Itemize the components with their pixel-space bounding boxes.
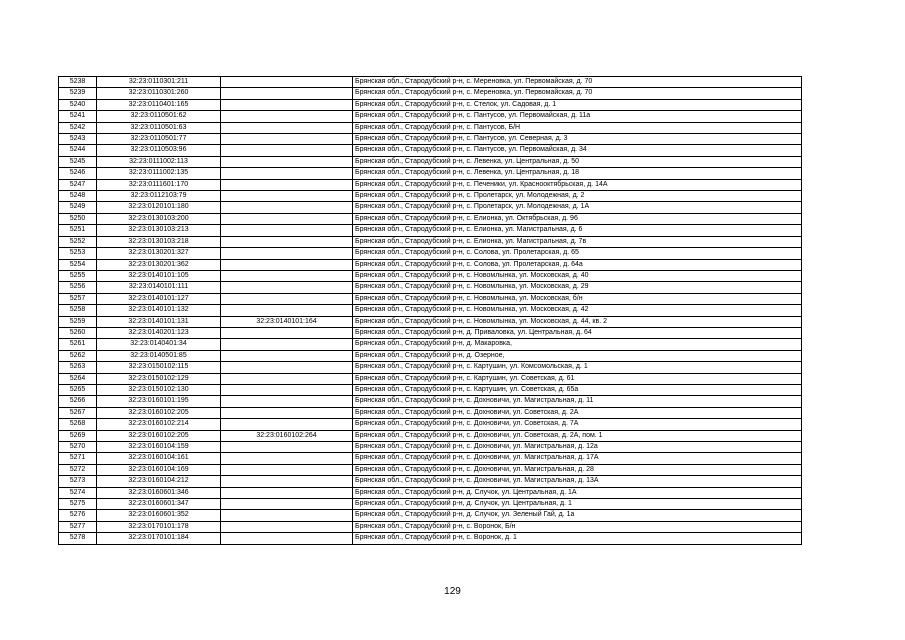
secondary-cadastral-number-cell — [221, 168, 353, 179]
cadastral-number-cell: 32:23:0160102:205 — [97, 430, 221, 441]
row-number-cell: 5244 — [59, 145, 97, 156]
address-cell: Брянская обл., Стародубский р-н, с. Солова, ул. Пролетарская, д. 65 — [353, 248, 802, 259]
secondary-cadastral-number-cell — [221, 191, 353, 202]
row-number-cell: 5275 — [59, 499, 97, 510]
secondary-cadastral-number-cell — [221, 99, 353, 110]
secondary-cadastral-number-cell — [221, 327, 353, 338]
address-cell: Брянская обл., Стародубский р-н, с. Левенка, ул. Центральная, д. 50 — [353, 156, 802, 167]
row-number-cell: 5247 — [59, 179, 97, 190]
address-cell: Брянская обл., Стародубский р-н, с. Мереновка, ул. Первомайская, д. 70 — [353, 77, 802, 88]
row-number-cell: 5238 — [59, 77, 97, 88]
row-number-cell: 5268 — [59, 419, 97, 430]
cadastral-number-cell: 32:23:0130103:213 — [97, 225, 221, 236]
row-number-cell: 5277 — [59, 521, 97, 532]
row-number-cell: 5249 — [59, 202, 97, 213]
table-row — [59, 134, 802, 145]
row-number-cell: 5264 — [59, 373, 97, 384]
address-cell: Брянская обл., Стародубский р-н, с. Картушин, ул. Комсомольская, д. 1 — [353, 362, 802, 373]
row-number-cell: 5250 — [59, 213, 97, 224]
address-cell: Брянская обл., Стародубский р-н, с. Елионка, ул. Магистральная, д. 6 — [353, 225, 802, 236]
table-row — [59, 145, 802, 156]
address-cell: Брянская обл., Стародубский р-н, с. Новомлынка, ул. Московская, д. 40 — [353, 270, 802, 281]
cadastral-number-cell: 32:23:0111002:135 — [97, 168, 221, 179]
address-cell: Брянская обл., Стародубский р-н, с. Мереновка, ул. Первомайская, д. 70 — [353, 88, 802, 99]
address-cell: Брянская обл., Стародубский р-н, с. Новомлынка, ул. Московская, б/н — [353, 293, 802, 304]
cadastral-number-cell: 32:23:0160101:195 — [97, 396, 221, 407]
secondary-cadastral-number-cell — [221, 77, 353, 88]
address-cell: Брянская обл., Стародубский р-н, с. Левенка, ул. Центральная, д. 18 — [353, 168, 802, 179]
cadastral-number-cell: 32:23:0160102:205 — [97, 407, 221, 418]
address-cell: Брянская обл., Стародубский р-н, с. Пролетарск, ул. Молодежная, д. 1А — [353, 202, 802, 213]
address-cell: Брянская обл., Стародубский р-н, с. Воронок, Б/н — [353, 521, 802, 532]
secondary-cadastral-number-cell — [221, 236, 353, 247]
page-number: 129 — [444, 586, 461, 597]
secondary-cadastral-number-cell — [221, 122, 353, 133]
table-row — [59, 419, 802, 430]
cadastral-number-cell: 32:23:0160104:212 — [97, 476, 221, 487]
table-row — [59, 384, 802, 395]
table-row — [59, 213, 802, 224]
cadastral-number-cell: 32:23:0120101:180 — [97, 202, 221, 213]
cadastral-number-cell: 32:23:0140101:131 — [97, 316, 221, 327]
row-number-cell: 5261 — [59, 339, 97, 350]
secondary-cadastral-number-cell: 32:23:0160102:264 — [221, 430, 353, 441]
address-cell: Брянская обл., Стародубский р-н, с. Елионка, ул. Октябрьская, д. 96 — [353, 213, 802, 224]
secondary-cadastral-number-cell — [221, 134, 353, 145]
row-number-cell: 5248 — [59, 191, 97, 202]
table-row — [59, 533, 802, 544]
cadastral-number-cell: 32:23:0140101:132 — [97, 305, 221, 316]
secondary-cadastral-number-cell — [221, 464, 353, 475]
cadastral-number-cell: 32:23:0160104:159 — [97, 442, 221, 453]
cadastral-number-cell: 32:23:0110301:211 — [97, 77, 221, 88]
cadastral-number-cell: 32:23:0160102:214 — [97, 419, 221, 430]
secondary-cadastral-number-cell — [221, 225, 353, 236]
cadastral-number-cell: 32:23:0140101:105 — [97, 270, 221, 281]
cadastral-number-cell: 32:23:0112103:79 — [97, 191, 221, 202]
table-row — [59, 293, 802, 304]
address-cell: Брянская обл., Стародубский р-н, с. Воронок, д. 1 — [353, 533, 802, 544]
cadastral-number-cell: 32:23:0130201:362 — [97, 259, 221, 270]
table-row — [59, 168, 802, 179]
cadastral-number-cell: 32:23:0110501:77 — [97, 134, 221, 145]
address-cell: Брянская обл., Стародубский р-н, д. Озерное, — [353, 350, 802, 361]
address-cell: Брянская обл., Стародубский р-н, с. Дохновичи, ул. Магистральная, д. 11 — [353, 396, 802, 407]
secondary-cadastral-number-cell — [221, 259, 353, 270]
table-row — [59, 453, 802, 464]
table-row — [59, 248, 802, 259]
address-cell: Брянская обл., Стародубский р-н, д. Приваловка, ул. Центральная, д. 64 — [353, 327, 802, 338]
cadastral-number-cell: 32:23:0110301:260 — [97, 88, 221, 99]
table-row — [59, 122, 802, 133]
cadastral-number-cell: 32:23:0170101:184 — [97, 533, 221, 544]
row-number-cell: 5271 — [59, 453, 97, 464]
secondary-cadastral-number-cell — [221, 145, 353, 156]
secondary-cadastral-number-cell — [221, 487, 353, 498]
cadastral-number-cell: 32:23:0130201:327 — [97, 248, 221, 259]
cadastral-number-cell: 32:23:0160601:352 — [97, 510, 221, 521]
row-number-cell: 5267 — [59, 407, 97, 418]
address-cell: Брянская обл., Стародубский р-н, с. Пантусов, ул. Первомайская, д. 34 — [353, 145, 802, 156]
secondary-cadastral-number-cell — [221, 111, 353, 122]
cadastral-number-cell: 32:23:0140201:123 — [97, 327, 221, 338]
table-row — [59, 236, 802, 247]
row-number-cell: 5245 — [59, 156, 97, 167]
row-number-cell: 5262 — [59, 350, 97, 361]
table-row — [59, 442, 802, 453]
secondary-cadastral-number-cell — [221, 453, 353, 464]
secondary-cadastral-number-cell — [221, 407, 353, 418]
address-cell: Брянская обл., Стародубский р-н, с. Дохновичи, ул. Советская, д. 2А, пом. 1 — [353, 430, 802, 441]
row-number-cell: 5259 — [59, 316, 97, 327]
table-row — [59, 430, 802, 441]
address-cell: Брянская обл., Стародубский р-н, с. Дохновичи, ул. Советская, д. 7А — [353, 419, 802, 430]
cadastral-number-cell: 32:23:0130103:200 — [97, 213, 221, 224]
row-number-cell: 5272 — [59, 464, 97, 475]
table-row — [59, 305, 802, 316]
address-cell: Брянская обл., Стародубский р-н, с. Дохновичи, ул. Магистральная, д. 13А — [353, 476, 802, 487]
cadastral-number-cell: 32:23:0170101:178 — [97, 521, 221, 532]
row-number-cell: 5274 — [59, 487, 97, 498]
table-row — [59, 464, 802, 475]
table-row — [59, 407, 802, 418]
secondary-cadastral-number-cell — [221, 373, 353, 384]
cadastral-number-cell: 32:23:0110501:62 — [97, 111, 221, 122]
address-cell: Брянская обл., Стародубский р-н, с. Дохновичи, ул. Советская, д. 2А — [353, 407, 802, 418]
address-cell: Брянская обл., Стародубский р-н, д. Случок, ул. Центральная, д. 1А — [353, 487, 802, 498]
row-number-cell: 5257 — [59, 293, 97, 304]
address-cell: Брянская обл., Стародубский р-н, с. Солова, ул. Пролетарская, д. 64а — [353, 259, 802, 270]
address-cell: Брянская обл., Стародубский р-н, с. Дохновичи, ул. Магистральная, д. 28 — [353, 464, 802, 475]
address-cell: Брянская обл., Стародубский р-н, с. Дохновичи, ул. Магистральная, д. 17А — [353, 453, 802, 464]
row-number-cell: 5240 — [59, 99, 97, 110]
table-row — [59, 396, 802, 407]
cadastral-number-cell: 32:23:0160104:161 — [97, 453, 221, 464]
table-row — [59, 362, 802, 373]
row-number-cell: 5278 — [59, 533, 97, 544]
row-number-cell: 5243 — [59, 134, 97, 145]
row-number-cell: 5256 — [59, 282, 97, 293]
address-cell: Брянская обл., Стародубский р-н, с. Дохновичи, ул. Магистральная, д. 12а — [353, 442, 802, 453]
secondary-cadastral-number-cell: 32:23:0140101:164 — [221, 316, 353, 327]
row-number-cell: 5270 — [59, 442, 97, 453]
table-row — [59, 191, 802, 202]
row-number-cell: 5255 — [59, 270, 97, 281]
address-cell: Брянская обл., Стародубский р-н, с. Новомлынка, ул. Московская, д. 44, кв. 2 — [353, 316, 802, 327]
table-row — [59, 99, 802, 110]
secondary-cadastral-number-cell — [221, 362, 353, 373]
cadastral-number-cell: 32:23:0140101:111 — [97, 282, 221, 293]
row-number-cell: 5239 — [59, 88, 97, 99]
table-row — [59, 327, 802, 338]
secondary-cadastral-number-cell — [221, 202, 353, 213]
table-row — [59, 111, 802, 122]
table-row — [59, 316, 802, 327]
table-row — [59, 499, 802, 510]
address-cell: Брянская обл., Стародубский р-н, с. Новомлынка, ул. Московская, д. 29 — [353, 282, 802, 293]
secondary-cadastral-number-cell — [221, 293, 353, 304]
table-row — [59, 77, 802, 88]
cadastral-number-cell: 32:23:0150102:130 — [97, 384, 221, 395]
secondary-cadastral-number-cell — [221, 521, 353, 532]
address-cell: Брянская обл., Стародубский р-н, с. Стелок, ул. Садовая, д. 1 — [353, 99, 802, 110]
address-cell: Брянская обл., Стародубский р-н, с. Елионка, ул. Магистральная, д. 7в — [353, 236, 802, 247]
secondary-cadastral-number-cell — [221, 156, 353, 167]
row-number-cell: 5254 — [59, 259, 97, 270]
secondary-cadastral-number-cell — [221, 213, 353, 224]
row-number-cell: 5253 — [59, 248, 97, 259]
address-cell: Брянская обл., Стародубский р-н, с. Картушин, ул. Советская, д. 61 — [353, 373, 802, 384]
row-number-cell: 5260 — [59, 327, 97, 338]
table-row — [59, 476, 802, 487]
row-number-cell: 5269 — [59, 430, 97, 441]
address-cell: Брянская обл., Стародубский р-н, д. Случок, ул. Центральная, д. 1 — [353, 499, 802, 510]
address-cell: Брянская обл., Стародубский р-н, с. Пантусов, ул. Северная, д. 3 — [353, 134, 802, 145]
cadastral-number-cell: 32:23:0110401:165 — [97, 99, 221, 110]
cadastral-number-cell: 32:23:0150102:115 — [97, 362, 221, 373]
cadastral-number-cell: 32:23:0110503:96 — [97, 145, 221, 156]
secondary-cadastral-number-cell — [221, 179, 353, 190]
address-cell: Брянская обл., Стародубский р-н, с. Печеники, ул. Краснооктябрьская, д. 14А — [353, 179, 802, 190]
secondary-cadastral-number-cell — [221, 442, 353, 453]
table-row — [59, 521, 802, 532]
secondary-cadastral-number-cell — [221, 510, 353, 521]
row-number-cell: 5276 — [59, 510, 97, 521]
cadastral-number-cell: 32:23:0110501:63 — [97, 122, 221, 133]
secondary-cadastral-number-cell — [221, 396, 353, 407]
row-number-cell: 5242 — [59, 122, 97, 133]
secondary-cadastral-number-cell — [221, 499, 353, 510]
table-row — [59, 487, 802, 498]
secondary-cadastral-number-cell — [221, 384, 353, 395]
address-cell: Брянская обл., Стародубский р-н, с. Пантусов, ул. Первомайская, д. 11а — [353, 111, 802, 122]
address-cell: Брянская обл., Стародубский р-н, с. Пролетарск, ул. Молодежная, д. 2 — [353, 191, 802, 202]
table-row — [59, 270, 802, 281]
cadastral-number-cell: 32:23:0140401:34 — [97, 339, 221, 350]
address-cell: Брянская обл., Стародубский р-н, с. Картушин, ул. Советская, д. 65а — [353, 384, 802, 395]
table-row — [59, 225, 802, 236]
row-number-cell: 5241 — [59, 111, 97, 122]
address-cell: Брянская обл., Стародубский р-н, с. Пантусов, Б/Н — [353, 122, 802, 133]
secondary-cadastral-number-cell — [221, 88, 353, 99]
cadastral-number-cell: 32:23:0140101:127 — [97, 293, 221, 304]
row-number-cell: 5258 — [59, 305, 97, 316]
secondary-cadastral-number-cell — [221, 533, 353, 544]
row-number-cell: 5265 — [59, 384, 97, 395]
row-number-cell: 5263 — [59, 362, 97, 373]
secondary-cadastral-number-cell — [221, 476, 353, 487]
cadastral-number-cell: 32:23:0160601:346 — [97, 487, 221, 498]
cadastral-number-cell: 32:23:0160104:169 — [97, 464, 221, 475]
secondary-cadastral-number-cell — [221, 270, 353, 281]
secondary-cadastral-number-cell — [221, 282, 353, 293]
secondary-cadastral-number-cell — [221, 419, 353, 430]
cadastral-number-cell: 32:23:0160601:347 — [97, 499, 221, 510]
address-cell: Брянская обл., Стародубский р-н, д. Макаровка, — [353, 339, 802, 350]
address-cell: Брянская обл., Стародубский р-н, д. Случок, ул. Зеленый Гай, д. 1а — [353, 510, 802, 521]
cadastral-number-cell: 32:23:0111002:113 — [97, 156, 221, 167]
table-row — [59, 282, 802, 293]
secondary-cadastral-number-cell — [221, 339, 353, 350]
table-row — [59, 259, 802, 270]
table-row — [59, 510, 802, 521]
row-number-cell: 5266 — [59, 396, 97, 407]
cadastral-number-cell: 32:23:0150102:129 — [97, 373, 221, 384]
cadastral-number-cell: 32:23:0130103:218 — [97, 236, 221, 247]
row-number-cell: 5273 — [59, 476, 97, 487]
table-row — [59, 179, 802, 190]
row-number-cell: 5246 — [59, 168, 97, 179]
address-cell: Брянская обл., Стародубский р-н, с. Новомлынка, ул. Московская, д. 42 — [353, 305, 802, 316]
table-row — [59, 156, 802, 167]
property-table — [58, 76, 802, 545]
secondary-cadastral-number-cell — [221, 305, 353, 316]
property-table-body — [59, 77, 802, 545]
cadastral-number-cell: 32:23:0140501:85 — [97, 350, 221, 361]
row-number-cell: 5251 — [59, 225, 97, 236]
table-row — [59, 339, 802, 350]
table-row — [59, 88, 802, 99]
row-number-cell: 5252 — [59, 236, 97, 247]
table-row — [59, 373, 802, 384]
secondary-cadastral-number-cell — [221, 248, 353, 259]
secondary-cadastral-number-cell — [221, 350, 353, 361]
cadastral-number-cell: 32:23:0111601:170 — [97, 179, 221, 190]
table-row — [59, 202, 802, 213]
table-row — [59, 350, 802, 361]
